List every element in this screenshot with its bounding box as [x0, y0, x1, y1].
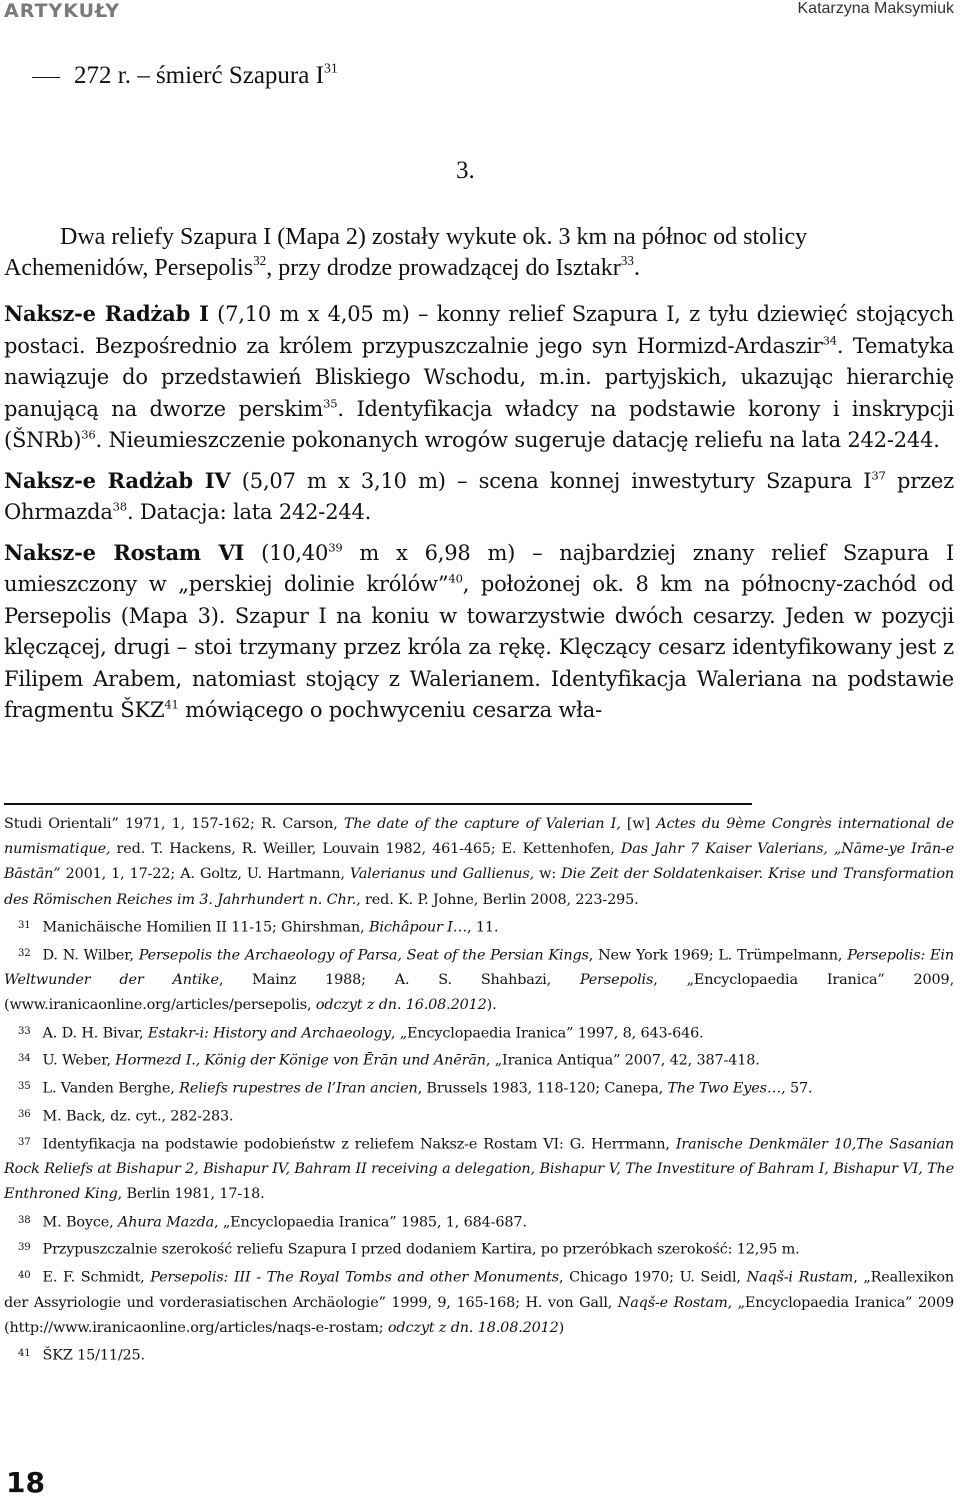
footnote-separator — [4, 803, 752, 805]
paragraph-text: . Datacja: lata 242-244. — [126, 500, 372, 524]
footnote-31 — [4, 913, 954, 941]
body-text — [4, 298, 954, 735]
intro-text: Dwa reliefy Szapura I (Mapa 2) zostały wykute ok. 3 km na północ od stolicy Achemenidów, Persepolis — [4, 224, 808, 281]
footnote-text: [w] — [620, 816, 657, 832]
footnote-36 — [4, 1102, 954, 1130]
footnote-text: red. T. Hackens, R. Weiller, Louvain 1982, 461-465; E. Kettenhofen, — [110, 841, 621, 858]
footnote-number: 41 — [18, 1348, 31, 1360]
paragraph-text: , położonej ok. 8 km na północny-zachód od Persepolis (Mapa 3). Szapur I na koniu w towarzystwie dwóch cesarzy. Jeden w pozycji klęczącej, drugi – stoi trzymany przez króla za rękę. Klęczący cesarz identyfikowany jest z Filipem Arabem, natomiast stojący z Walerianem. Identyfikacja Waleriana na podstawie fragmentu ŠKZ — [4, 572, 954, 722]
footnote-number: 39 — [18, 1242, 31, 1254]
footnote-title: Persepolis the Archaeology of Parsa, Seat of the Persian Kings — [138, 947, 589, 964]
footnote-number: 36 — [18, 1108, 31, 1120]
footnote-text: Identyfikacja na podstawie podobieństw z reliefem Naksz-e Rostam VI: G. Herrmann, — [42, 1136, 676, 1153]
intro-text: . — [633, 255, 640, 281]
paragraph-text: przez Ohrmazda — [4, 468, 954, 524]
footnote-text: Przypuszczalnie szerokość reliefu Szapura I przed dodaniem Kartira, po przeróbkach szerokość: 12,95 m. — [42, 1241, 800, 1258]
relief-name: Naksz-e Radżab IV — [4, 467, 231, 493]
footnote-text: D. N. Wilber, — [42, 947, 139, 964]
footnote-text: ). — [486, 997, 497, 1014]
footnote-ref[interactable]: 38 — [112, 499, 127, 514]
footnote-text: M. Back, dz. cyt., 282-283. — [42, 1108, 234, 1125]
paragraph-text: mówiącego o pochwyceniu cesarza wła- — [178, 698, 602, 722]
paragraph-text: . Tematyka nawiązuje do przedstawień Bliskiego Wschodu, m.in. partyjskich, ukazując hierarchię panującą na dworze perskim — [4, 333, 955, 421]
footnote-text: , 11. — [466, 919, 499, 936]
intro-text: , przy drodze prowadzącej do Isztakr — [266, 255, 621, 281]
footnote-title: odczyt z dn. 16.08.2012 — [315, 997, 487, 1014]
intro-paragraph — [4, 222, 954, 284]
paragraph-text: . Identyfikacja władcy na podstawie korony i inskrypcji (ŠNRb) — [4, 396, 954, 452]
footnote-text: , Chicago 1970; U. Seidl, — [558, 1269, 747, 1286]
footnote-38 — [4, 1208, 954, 1236]
footnote-title: Reliefs rupestres de l’Iran ancien — [179, 1080, 418, 1097]
chronology-text: 272 r. – śmierć Szapura I — [74, 62, 324, 89]
footnote-text: , „Encyclopaedia Iranica” 1985, 1, 684-687. — [214, 1214, 527, 1231]
relief-paragraph — [4, 465, 954, 529]
paragraph-text: . Nieumieszczenie pokonanych wrogów sugeruje datację reliefu na lata 242-244. — [95, 428, 940, 452]
footnote-title: Naqš-i Rustam — [746, 1269, 854, 1286]
footnote-35 — [4, 1074, 954, 1102]
chronology-item — [32, 62, 338, 90]
footnote-text: , Berlin 1981, 17-18. — [117, 1186, 265, 1203]
footnote-ref[interactable]: 39 — [328, 539, 343, 554]
footnote-title: Actes du 9ème Congrès international de numismatique, — [4, 816, 955, 858]
footnote-text: 2001, 1, 17-22; A. Goltz, U. Hartmann, — [60, 866, 350, 883]
footnote-text: , 57. — [781, 1080, 813, 1097]
footnote-text: , „Encyclopaedia Iranica” 2009, (www.iranicaonline.org/articles/persepolis, — [4, 972, 954, 1014]
paragraph-text: (10,40 — [244, 540, 329, 565]
footnote-continued — [4, 812, 954, 913]
footnote-title: Naqš-e Rostam — [617, 1294, 728, 1311]
footnotes — [4, 812, 954, 1369]
page-number: 18 — [6, 1466, 45, 1499]
paragraph-text: m x 6,98 m) – najbardziej znany relief Szapura I umieszczony w „perskiej dolinie królów” — [4, 540, 955, 596]
footnote-number: 31 — [18, 919, 31, 931]
footnote-title: Persepolis: III - The Royal Tombs and other Monuments — [150, 1269, 559, 1286]
footnote-number: 38 — [18, 1214, 31, 1226]
footnote-40 — [4, 1263, 954, 1341]
footnote-number: 34 — [18, 1053, 31, 1065]
footnote-text: Manichäische Homilien II 11-15; Ghirshman, — [42, 919, 369, 936]
footnote-text: , Mainz 1988; A. S. Shahbazi, — [218, 972, 580, 989]
footnote-34 — [4, 1046, 954, 1074]
footnote-title: Valerianus und Gallienus, — [349, 866, 535, 883]
list-dash — [32, 77, 60, 78]
footnote-title: Bichâpour I… — [369, 919, 467, 936]
footnote-title: Hormezd I., König der Könige von Ērān und Anērān — [115, 1052, 486, 1069]
relief-name: Naksz-e Radżab I — [4, 301, 209, 326]
footnote-text: M. Boyce, — [42, 1214, 119, 1231]
footnote-text: , „Encyclopaedia Iranica” 2009 (http://www.iranicaonline.org/articles/naqs-e-rostam; — [4, 1294, 954, 1337]
footnote-text: , red. K. P. Johne, Berlin 2008, 223-295. — [356, 891, 639, 908]
footnote-text: A. D. H. Bivar, — [42, 1025, 148, 1042]
footnote-text: , „Reallexikon der Assyriologie und vorderasiatischen Archäologie” 1999, 9, 165-168; H. von Gall, — [4, 1269, 954, 1311]
footnote-text: U. Weber, — [42, 1052, 116, 1069]
footnote-41 — [4, 1341, 954, 1369]
footnote-text: , „Iranica Antiqua” 2007, 42, 387-418. — [485, 1052, 760, 1069]
footnote-ref[interactable]: 36 — [81, 427, 96, 442]
paragraph-text: (5,07 m x 3,10 m) – scena konnej inwestytury Szapura I — [230, 468, 872, 493]
footnote-number: 37 — [18, 1136, 31, 1148]
footnote-ref[interactable]: 41 — [164, 697, 179, 712]
paragraph-text: (7,10 m x 4,05 m) – konny relief Szapura I, z tyłu dziewięć stojących postaci. Bezpośrednio za królem przypuszczalnie jego syn Hormizd-Ardaszir — [4, 302, 954, 358]
footnote-text: L. Vanden Berghe, — [42, 1080, 180, 1097]
footnote-text: ŠKZ 15/11/25. — [42, 1347, 145, 1364]
footnote-title: odczyt z dn. 18.08.2012 — [387, 1320, 559, 1337]
footnote-33 — [4, 1019, 954, 1047]
footnote-text: , „Encyclopaedia Iranica” 1997, 8, 643-646. — [390, 1025, 704, 1042]
footnote-text: Studi Orientali” 1971, 1, 157-162; R. Carson, — [4, 816, 344, 832]
footnote-title: The date of the capture of Valerian I, — [343, 816, 621, 832]
footnote-ref[interactable]: 35 — [323, 395, 338, 410]
footnote-ref[interactable]: 33 — [620, 253, 634, 269]
section-heading: 3. — [456, 157, 475, 184]
footnote-number: 32 — [18, 947, 31, 959]
footnote-text: , Brussels 1983, 118-120; Canepa, — [417, 1080, 668, 1097]
footnote-ref[interactable]: 40 — [448, 571, 463, 586]
footnote-number: 35 — [18, 1081, 31, 1093]
footnote-39 — [4, 1235, 954, 1263]
footnote-title: Persepolis — [579, 972, 654, 989]
footnote-text: ) — [558, 1320, 565, 1337]
footnote-ref[interactable]: 31 — [323, 60, 338, 76]
footnote-title: Ahura Mazda — [118, 1214, 215, 1231]
footnote-32 — [4, 941, 954, 1019]
footnote-text: , New York 1969; L. Trümpelmann, — [588, 947, 848, 964]
footnote-title: Das Jahr 7 Kaiser Valerians, „Nāme-ye Irān-e Bāstān” — [4, 841, 955, 883]
footnote-ref[interactable]: 34 — [822, 332, 837, 347]
footnote-text: w: — [534, 866, 562, 883]
author-name: Katarzyna Maksymiuk — [797, 0, 954, 17]
footnote-ref[interactable]: 37 — [871, 467, 886, 482]
footnote-number: 40 — [18, 1270, 31, 1282]
relief-name: Naksz-e Rostam VI — [4, 539, 245, 565]
footnote-37 — [4, 1130, 954, 1208]
footnote-title: Die Zeit der Soldatenkaiser. Krise und Transformation des Römischen Reiches im 3. Jahrhundert n. Chr. — [4, 866, 954, 908]
footnote-text: E. F. Schmidt, — [42, 1269, 151, 1286]
footnote-title: The Two Eyes… — [667, 1080, 782, 1097]
section-label: ARTYKUŁY — [4, 0, 121, 22]
footnote-number: 33 — [18, 1025, 31, 1037]
relief-paragraph — [4, 298, 954, 457]
footnote-title: Iranische Denkmäler 10,The Sasanian Rock Reliefs at Bishapur 2, Bishapur IV, Bahram II receiving a delegation, Bishapur V, The Investiture of Bahram I, Bishapur VI, The Enthroned King — [4, 1136, 954, 1203]
relief-paragraph — [4, 537, 954, 727]
footnote-title: Estakr-i: History and Archaeology — [147, 1025, 391, 1042]
footnote-ref[interactable]: 32 — [253, 253, 267, 269]
footnote-title: Persepolis: Ein Weltwunder der Antike — [4, 947, 954, 989]
